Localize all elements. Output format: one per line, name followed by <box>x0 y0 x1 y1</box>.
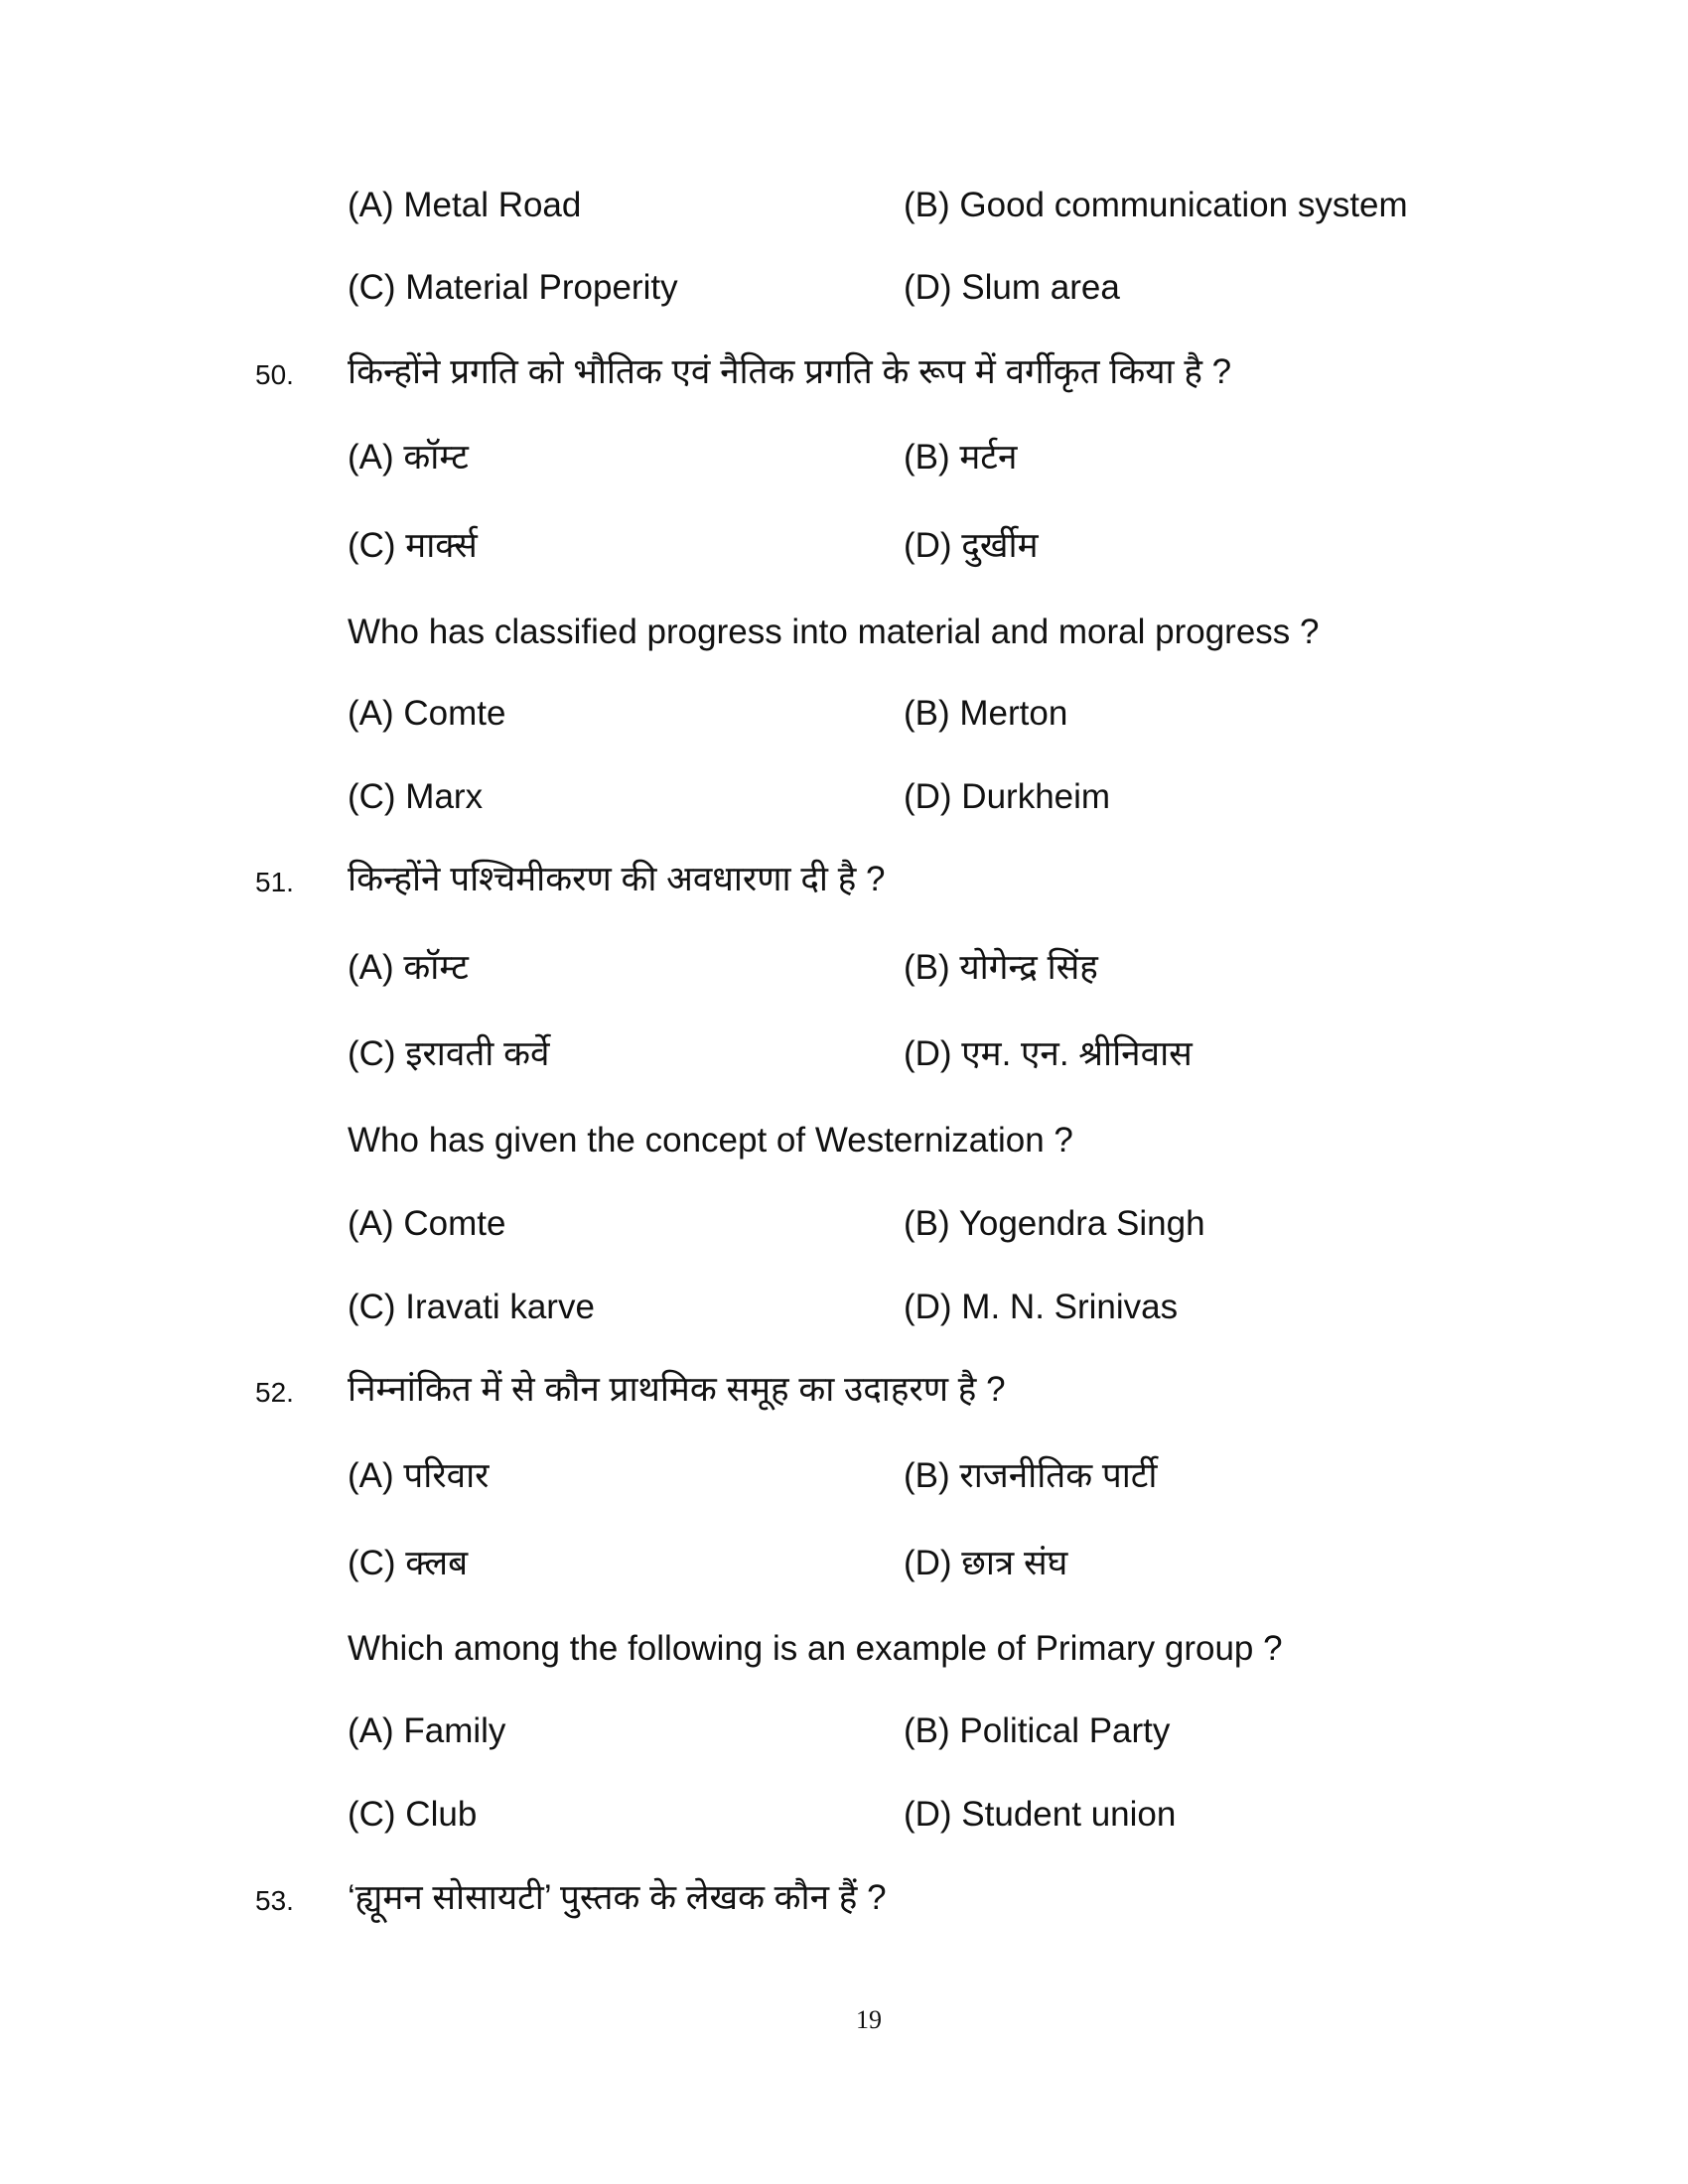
q52-option-d: (D) Student union <box>904 1795 1177 1834</box>
q50-number: 50. <box>255 359 294 390</box>
q50-option-d-hindi: (D) दुर्खीम <box>904 526 1039 565</box>
q51-option-c-hindi: (C) इरावती कर्वे <box>348 1034 550 1073</box>
q51-option-b-hindi: (B) योगेन्द्र सिंह <box>904 948 1098 987</box>
q52-option-a-hindi: (A) परिवार <box>348 1456 490 1495</box>
q50-option-a: (A) Comte <box>348 694 506 733</box>
q52-number: 52. <box>255 1377 294 1408</box>
q52-option-b: (B) Political Party <box>904 1711 1171 1750</box>
q50-option-b-hindi: (B) मर्टन <box>904 438 1018 477</box>
q52-option-a: (A) Family <box>348 1711 506 1750</box>
q50-option-b: (B) Merton <box>904 694 1068 733</box>
q52-option-b-hindi: (B) राजनीतिक पार्टी <box>904 1456 1158 1495</box>
q50-question-hindi: किन्होंने प्रगति को भौतिक एवं नैतिक प्रगति के रूप में वर्गीकृत किया है ? <box>348 352 1232 391</box>
q50-option-a-hindi: (A) कॉम्ट <box>348 438 469 477</box>
q51-option-a: (A) Comte <box>348 1204 506 1243</box>
q51-question-hindi: किन्होंने पश्चिमीकरण की अवधारणा दी है ? <box>348 860 886 898</box>
page-number: 19 <box>856 2005 882 2034</box>
q52-option-d-hindi: (D) छात्र संघ <box>904 1544 1068 1582</box>
q51-option-d: (D) M. N. Srinivas <box>904 1288 1179 1326</box>
q51-option-a-hindi: (A) कॉम्ट <box>348 948 469 987</box>
q53-question-hindi: ‘ह्यूमन सोसायटी’ पुस्तक के लेखक कौन हैं ? <box>348 1878 887 1917</box>
q51-option-b: (B) Yogendra Singh <box>904 1204 1205 1243</box>
q49-option-d: (D) Slum area <box>904 268 1120 307</box>
q50-option-c: (C) Marx <box>348 777 484 816</box>
q49-option-b: (B) Good communication system <box>904 186 1408 224</box>
q52-question-english: Which among the following is an example of Primary group ? <box>348 1629 1283 1668</box>
q53-number: 53. <box>255 1885 294 1916</box>
q49-option-a: (A) Metal Road <box>348 186 582 224</box>
q50-question-english: Who has classified progress into material and moral progress ? <box>348 613 1320 651</box>
q51-option-d-hindi: (D) एम. एन. श्रीनिवास <box>904 1034 1193 1073</box>
q50-option-d: (D) Durkheim <box>904 777 1111 816</box>
q52-option-c: (C) Club <box>348 1795 478 1834</box>
q51-number: 51. <box>255 867 294 897</box>
q51-question-english: Who has given the concept of Westernization ? <box>348 1121 1073 1160</box>
q52-option-c-hindi: (C) क्लब <box>348 1544 469 1582</box>
q50-option-c-hindi: (C) मार्क्स <box>348 526 478 565</box>
q51-option-c: (C) Iravati karve <box>348 1288 595 1326</box>
q49-option-c: (C) Material Properity <box>348 268 678 307</box>
q52-question-hindi: निम्नांकित में से कौन प्राथमिक समूह का उदाहरण है ? <box>348 1370 1006 1409</box>
